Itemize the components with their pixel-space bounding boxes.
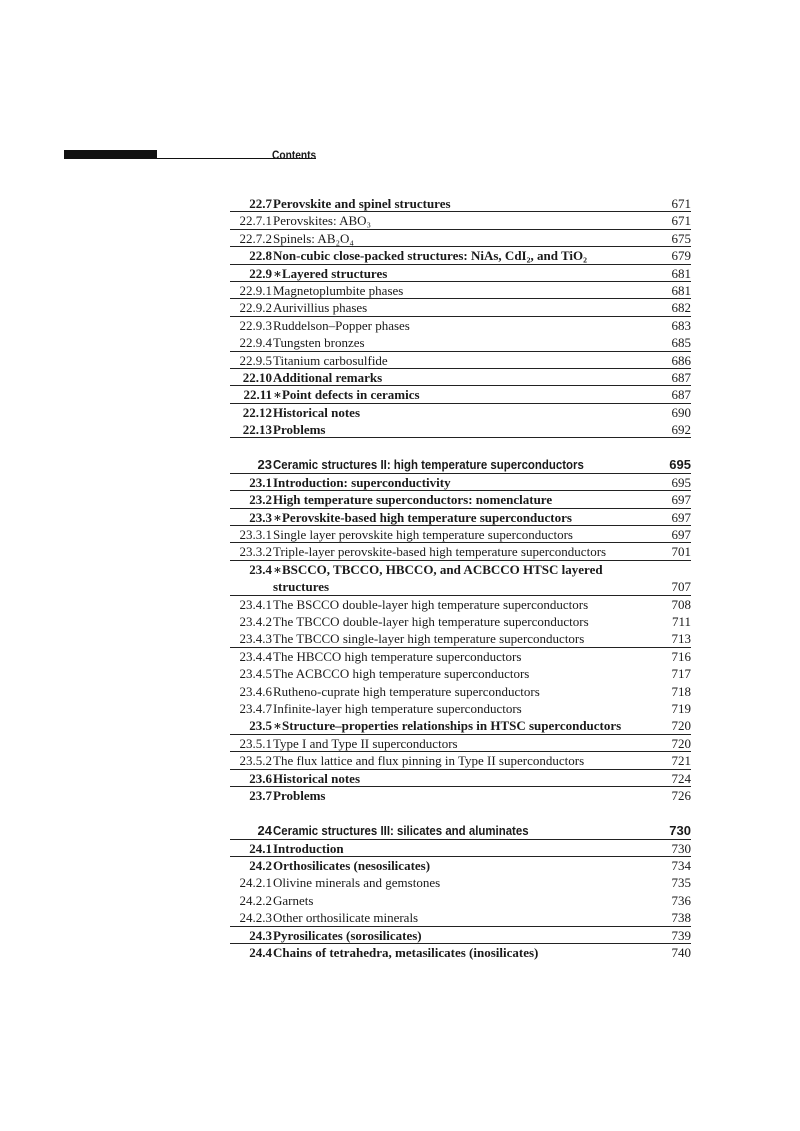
toc-entry-title: Perovskites: ABO₃: [273, 213, 372, 229]
toc-entry-number: 22.9: [249, 265, 272, 281]
toc-entry-title: Rutheno-cuprate high temperature superconductors: [273, 683, 540, 699]
toc-entry-number: 24.2: [249, 858, 272, 874]
toc-entry-page: 707: [671, 579, 691, 595]
toc-entry-page: 692: [671, 422, 691, 438]
toc-entry-title: ∗BSCCO, TBCCO, HBCCO, and ACBCCO HTSC layered structures: [273, 561, 603, 595]
toc-entry-page: 671: [671, 213, 691, 229]
toc-entry[interactable]: [230, 561, 691, 596]
toc-entry-page: 724: [671, 770, 691, 786]
toc-entry-title: Spinels: AB₂O₄: [273, 230, 354, 246]
page-title: Contents: [272, 148, 317, 162]
toc-entry[interactable]: [230, 526, 691, 543]
toc-entry-title: Historical notes: [273, 404, 361, 420]
toc-entry-page: 686: [671, 352, 691, 368]
toc-entry-number: 23.7: [249, 787, 272, 803]
toc-entry[interactable]: [230, 247, 691, 264]
toc-entry-page: 738: [671, 910, 691, 926]
toc-entry[interactable]: [230, 683, 691, 700]
toc-entry-title: Type I and Type II superconductors: [273, 735, 458, 751]
toc-entry[interactable]: [230, 404, 691, 421]
toc-entry-page: 734: [671, 858, 691, 874]
toc-entry[interactable]: [230, 874, 691, 891]
toc-entry-number: 24.3: [249, 927, 272, 943]
toc-entry-page: 711: [671, 614, 691, 629]
toc-entry-title: Tungsten bronzes: [273, 335, 365, 351]
toc-entry-number: 23.4.6: [239, 683, 272, 699]
toc-entry-title: Pyrosilicates (sorosilicates): [273, 927, 422, 943]
toc-entry-page: 682: [671, 300, 691, 316]
toc-entry[interactable]: [230, 282, 691, 299]
toc-entry-number: 24: [257, 823, 272, 839]
toc-entry-page: 730: [669, 823, 691, 839]
toc-entry-title: Ceramic structures III: silicates and aluminates: [273, 823, 529, 839]
section-gap: [230, 804, 691, 822]
toc-entry-number: 23.4.5: [239, 666, 272, 682]
toc-entry-number: 23.6: [249, 770, 272, 786]
toc-entry[interactable]: [230, 212, 691, 229]
toc-entry[interactable]: [230, 230, 691, 247]
toc-entry[interactable]: [230, 299, 691, 316]
toc-entry-number: 23.4.2: [239, 614, 272, 629]
toc-entry-page: 697: [671, 509, 691, 525]
toc-entry-title: Infinite-layer high temperature superconductors: [273, 700, 522, 716]
toc-entry-number: 22.10: [242, 369, 272, 385]
toc-entry-title: High temperature superconductors: nomenclature: [273, 492, 553, 508]
toc-entry-page: 721: [671, 753, 691, 769]
toc-entry-page: 687: [671, 369, 691, 385]
toc-entry[interactable]: [230, 787, 691, 804]
toc-entry-page: 735: [671, 875, 691, 891]
toc-entry-page: 716: [671, 648, 691, 664]
toc-entry-page: 730: [671, 840, 691, 856]
toc-entry-title: Ruddelson–Popper phases: [273, 317, 410, 333]
toc-entry[interactable]: [230, 386, 691, 403]
toc-entry[interactable]: [230, 892, 691, 909]
toc-entry-number: 22.8: [249, 248, 272, 264]
toc-entry-page: 681: [671, 282, 691, 298]
toc-entry[interactable]: [230, 735, 691, 752]
toc-entry-number: 22.9.2: [239, 300, 272, 316]
toc-entry-number: 22.9.5: [239, 352, 272, 368]
toc-entry[interactable]: [230, 491, 691, 508]
toc-entry[interactable]: [230, 909, 691, 926]
toc-entry-page: 685: [671, 335, 691, 351]
toc-entry-title: Triple-layer perovskite-based high temperature superconductors: [273, 544, 607, 560]
toc-entry-title: The TBCCO double-layer high temperature superconductors: [273, 614, 589, 629]
toc-entry-title: Magnetoplumbite phases: [273, 282, 404, 298]
toc-entry[interactable]: [230, 770, 691, 787]
toc-entry-title: Ceramic structures II: high temperature superconductors: [273, 457, 584, 473]
toc-entry-number: 23.4: [249, 561, 272, 577]
toc-entry-number: 23.2: [249, 492, 272, 508]
toc-entry-page: 695: [671, 474, 691, 490]
toc-entry[interactable]: [230, 317, 691, 334]
toc-entry-page: 690: [671, 404, 691, 420]
toc-entry-page: 719: [671, 700, 691, 716]
toc-entry-number: 22.9.3: [239, 317, 272, 333]
toc-chapter-entry[interactable]: [230, 822, 691, 839]
toc-entry-number: 24.2.2: [239, 892, 272, 908]
toc-entry[interactable]: [230, 665, 691, 682]
toc-entry-number: 23.5.2: [239, 753, 272, 769]
toc-entry-page: 720: [671, 718, 691, 734]
toc-entry-number: 23.1: [249, 474, 272, 490]
toc-entry-number: 23: [257, 457, 272, 473]
toc-entry-page: 681: [671, 265, 691, 281]
toc-entry-title: Olivine minerals and gemstones: [273, 875, 441, 891]
toc-entry-title: Single layer perovskite high temperature superconductors: [273, 527, 573, 543]
toc-entry-page: 726: [671, 787, 691, 803]
toc-entry[interactable]: [230, 840, 691, 857]
toc-entry-title: ∗Layered structures: [273, 265, 388, 281]
toc-entry-page: 713: [671, 631, 691, 647]
toc-entry[interactable]: [230, 596, 691, 613]
toc-entry[interactable]: [230, 334, 691, 351]
toc-entry-page: 736: [671, 892, 691, 908]
toc-entry-title: Other orthosilicate minerals: [273, 910, 419, 926]
toc-entry-title: Chains of tetrahedra, metasilicates (inosilicates): [273, 945, 539, 961]
toc-entry-page: 697: [671, 527, 691, 543]
toc-entry-page: 740: [671, 945, 691, 961]
toc-entry-number: 22.7.1: [239, 213, 272, 229]
toc-entry[interactable]: [230, 195, 691, 212]
toc-entry-page: 675: [671, 230, 691, 246]
toc-entry-title: Historical notes: [273, 770, 361, 786]
toc-entry-title: ∗Point defects in ceramics: [273, 387, 420, 403]
toc-entry-page: 687: [671, 387, 691, 403]
toc-entry-number: 24.2.1: [239, 875, 272, 891]
toc-entry-title: Non-cubic close-packed structures: NiAs, CdI₂, and TiO₂: [273, 248, 588, 264]
toc-entry[interactable]: [230, 265, 691, 282]
toc-entry-title: The ACBCCO high temperature superconductors: [273, 666, 530, 682]
toc-entry-page: 679: [671, 248, 691, 264]
toc-entry-page: 718: [671, 683, 691, 699]
toc-entry-number: 23.4.3: [239, 631, 272, 647]
toc-entry-page: 697: [671, 492, 691, 508]
toc-entry-title: The flux lattice and flux pinning in Type II superconductors: [273, 753, 585, 769]
toc-entry[interactable]: [230, 700, 691, 717]
toc-entry-title: The TBCCO single-layer high temperature superconductors: [273, 631, 585, 647]
toc-entry-title: The BSCCO double-layer high temperature superconductors: [273, 596, 589, 612]
toc-entry-number: 22.11: [243, 387, 272, 403]
toc-entry-number: 22.12: [242, 404, 272, 420]
toc-entry[interactable]: [230, 509, 691, 526]
toc-entry-number: 24.4: [249, 945, 272, 961]
toc-entry-number: 23.4.4: [239, 648, 272, 664]
toc-entry[interactable]: [230, 421, 691, 438]
toc-entry-number: 22.13: [242, 422, 272, 438]
toc-entry[interactable]: [230, 857, 691, 874]
toc-entry-page: 739: [671, 927, 691, 943]
toc-entry-title: Orthosilicates (nesosilicates): [273, 858, 431, 874]
toc-entry[interactable]: [230, 352, 691, 369]
toc-entry-page: 720: [671, 735, 691, 751]
toc-entry-number: 22.9.1: [239, 282, 272, 298]
toc-chapter-entry[interactable]: [230, 456, 691, 473]
toc-entry-title: Aurivillius phases: [273, 300, 368, 316]
toc-entry-title: Perovskite and spinel structures: [273, 196, 451, 211]
toc-entry-title: The HBCCO high temperature superconductors: [273, 648, 522, 664]
toc-entry-number: 24.2.3: [239, 910, 272, 926]
toc-entry[interactable]: [230, 474, 691, 491]
toc-entry-number: 23.3: [249, 509, 272, 525]
toc-entry-page: 683: [671, 317, 691, 333]
toc-entry[interactable]: [230, 543, 691, 560]
toc-entry-page: 717: [671, 666, 691, 682]
section-gap: [230, 438, 691, 456]
toc-entry-page: 708: [671, 596, 691, 612]
toc-entry[interactable]: [230, 648, 691, 665]
toc-entry-number: 23.5.1: [239, 735, 272, 751]
toc-entry-page: 701: [671, 544, 691, 560]
toc-entry-page: 695: [669, 457, 691, 473]
toc-entry[interactable]: [230, 369, 691, 386]
toc-entry-title: Problems: [273, 787, 326, 803]
toc-entry[interactable]: [230, 613, 691, 630]
toc-entry[interactable]: [230, 927, 691, 944]
toc-entry-number: 22.9.4: [239, 335, 272, 351]
toc-entry-title: Garnets: [273, 892, 314, 908]
toc-entry[interactable]: [230, 717, 691, 734]
toc-entry[interactable]: [230, 944, 691, 961]
toc-entry-number: 22.7: [249, 196, 272, 211]
toc-entry-title: Additional remarks: [273, 369, 383, 385]
toc-entry-number: 23.3.1: [239, 527, 272, 543]
toc-entry-number: 23.5: [249, 718, 272, 734]
toc-entry-title: Introduction: superconductivity: [273, 474, 451, 490]
toc-entry-number: 23.4.1: [239, 596, 272, 612]
toc-entry-number: 24.1: [249, 840, 272, 856]
toc-entry-title: Problems: [273, 422, 326, 438]
toc-entry-page: 671: [671, 196, 691, 211]
toc-entry-number: 23.4.7: [239, 700, 272, 716]
toc-entry-title: Introduction: [273, 840, 344, 856]
toc-entry[interactable]: [230, 752, 691, 769]
toc-entry-number: 23.3.2: [239, 544, 272, 560]
table-of-contents: [230, 195, 691, 961]
toc-entry-title: ∗Structure–properties relationships in HTSC superconductors: [273, 718, 622, 734]
toc-entry-title: Titanium carbosulfide: [273, 352, 388, 368]
toc-entry-title: ∗Perovskite-based high temperature superconductors: [273, 509, 572, 525]
toc-entry[interactable]: [230, 630, 691, 647]
toc-entry-number: 22.7.2: [239, 230, 272, 246]
